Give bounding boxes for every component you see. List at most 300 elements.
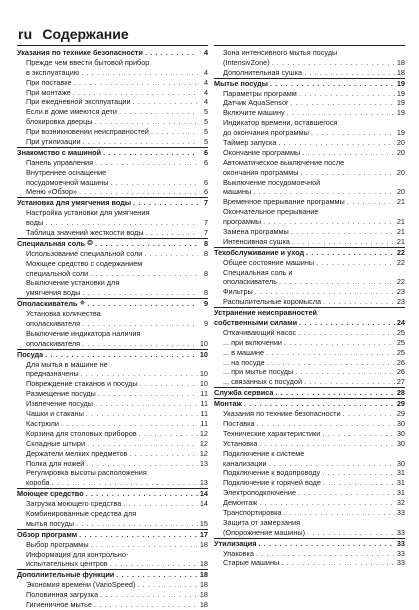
toc-entry-title: Интенсивная сушка (223, 236, 290, 246)
toc-entry[interactable] (17, 519, 208, 529)
dot-leader (269, 459, 395, 469)
toc-entry-title: Откачивающий насос (223, 327, 297, 337)
toc-entry-title: (Опорожнение машины) (223, 527, 306, 537)
toc-section-entry[interactable] (214, 318, 405, 328)
dot-leader (144, 249, 198, 259)
toc-entry-title: Упаковка (223, 548, 254, 558)
dot-leader (287, 108, 395, 118)
toc-entry[interactable] (17, 580, 208, 590)
dot-leader (298, 328, 395, 338)
toc-section-entry[interactable] (17, 569, 208, 580)
toc-entry-title: Защита от замерзания (223, 517, 301, 527)
toc-entry[interactable] (17, 478, 208, 488)
toc-entry[interactable] (17, 600, 208, 610)
toc-page-number: 14 (199, 499, 208, 509)
toc-page-number: 9 (203, 299, 208, 309)
toc-entry[interactable] (17, 259, 208, 269)
rinse-aid-icon: ✵ (79, 300, 86, 308)
toc-entry[interactable] (17, 419, 208, 429)
toc-entry[interactable] (214, 478, 405, 488)
toc-page-number: 22 (396, 257, 405, 267)
toc-entry[interactable] (214, 439, 405, 449)
toc-page-number: 18 (199, 570, 208, 580)
toc-entry[interactable] (214, 328, 405, 338)
toc-entry[interactable] (17, 168, 208, 178)
toc-entry-title: Датчик AquaSensor (223, 98, 289, 108)
dot-leader (130, 449, 198, 459)
toc-entry[interactable] (17, 409, 208, 419)
toc-page-number: 31 (396, 468, 405, 478)
dot-leader (82, 288, 198, 298)
toc-page-number: 19 (396, 108, 405, 118)
toc-entry-title: ополаскивателя (26, 319, 81, 329)
toc-entry-title: Подключение к системе (223, 448, 305, 458)
dot-leader (45, 350, 198, 360)
toc-section-entry[interactable] (17, 48, 208, 58)
toc-page-number: 13 (199, 458, 208, 468)
toc-entry[interactable] (17, 499, 208, 509)
toc-page-number: 8 (203, 238, 208, 248)
toc-entry[interactable] (214, 488, 405, 498)
toc-entry[interactable] (17, 88, 208, 98)
toc-entry[interactable] (214, 518, 405, 528)
toc-entry[interactable] (214, 148, 405, 158)
toc-entry-title: Замена программы (223, 227, 289, 237)
dot-leader (281, 558, 395, 568)
dot-leader (259, 539, 395, 549)
toc-column-left (17, 45, 208, 610)
toc-entry[interactable] (214, 268, 405, 278)
toc-entry[interactable] (17, 309, 208, 319)
toc-entry[interactable] (17, 399, 208, 409)
toc-entry-title: Размещение посуды (26, 389, 96, 399)
toc-page-number: 31 (396, 478, 405, 488)
toc-entry[interactable] (214, 558, 405, 568)
toc-entry[interactable] (214, 258, 405, 268)
toc-entry[interactable] (17, 379, 208, 389)
toc-entry-title: Моющее средство с содержанием (26, 258, 143, 268)
language-code: ru (18, 26, 33, 42)
dot-leader (272, 58, 395, 68)
toc-entry[interactable] (214, 217, 405, 227)
dot-leader (259, 498, 395, 508)
toc-page-number: 18 (199, 599, 208, 609)
toc-entry[interactable] (17, 319, 208, 329)
toc-page-number: 18 (199, 580, 208, 590)
dot-leader (267, 358, 395, 368)
toc-entry[interactable] (214, 419, 405, 429)
toc-section-entry[interactable] (214, 538, 405, 549)
toc-entry-title: Посуда (17, 349, 44, 359)
toc-entry[interactable] (17, 127, 208, 137)
toc-page-number: 4 (203, 97, 208, 107)
toc-entry-title: Утилизация (214, 538, 257, 548)
toc-entry-title: Указания по технике безопасности (223, 409, 341, 419)
dot-leader (79, 530, 198, 540)
toc-entry[interactable] (17, 288, 208, 298)
toc-entry[interactable] (17, 187, 208, 197)
toc-entry[interactable] (17, 269, 208, 279)
toc-entry-title: Экономия времени (VarioSpeed) (26, 580, 136, 590)
toc-entry[interactable] (214, 227, 405, 237)
page-header (18, 26, 129, 44)
toc-entry[interactable] (17, 249, 208, 259)
toc-entry-title: Использование специальной соли (26, 248, 143, 258)
dot-leader (111, 178, 198, 188)
toc-entry[interactable] (214, 158, 405, 168)
toc-entry[interactable] (214, 138, 405, 148)
toc-entry[interactable] (17, 370, 208, 380)
toc-entry-title: ... при мытье посуды (223, 367, 294, 377)
toc-section-entry[interactable] (214, 307, 405, 318)
toc-entry-title: Распылительные коромысла (223, 297, 322, 307)
toc-page-number: 4 (203, 67, 208, 77)
toc-page-number: 18 (396, 67, 405, 77)
toc-entry[interactable] (214, 128, 405, 138)
toc-entry[interactable] (214, 528, 405, 538)
dot-leader (322, 429, 395, 439)
toc-entry-title: Настройка установки для умягчения (26, 208, 150, 218)
toc-entry[interactable] (17, 550, 208, 560)
toc-entry-title: Панель управления (26, 157, 94, 167)
dot-leader (323, 478, 395, 488)
dot-leader (98, 389, 198, 399)
toc-section-entry[interactable] (17, 349, 208, 360)
toc-section-entry[interactable] (17, 147, 208, 158)
toc-entry-title: Складные штыри (26, 438, 86, 448)
toc-entry[interactable] (17, 178, 208, 188)
toc-entry[interactable] (214, 277, 405, 287)
toc-entry-title: ... на посуде (223, 357, 265, 367)
toc-page-number: 23 (396, 297, 405, 307)
dot-leader (94, 600, 198, 610)
toc-entry[interactable] (214, 168, 405, 178)
dot-leader (86, 409, 198, 419)
dot-leader (90, 269, 198, 279)
toc-page-number: 22 (396, 247, 405, 257)
toc-entry[interactable] (214, 187, 405, 197)
dot-leader (304, 68, 395, 78)
toc-page-number: 25 (396, 337, 405, 347)
toc-section-entry[interactable] (17, 298, 208, 309)
toc-entry[interactable] (214, 348, 405, 358)
dot-leader (133, 97, 198, 107)
dot-leader (52, 478, 198, 488)
dot-leader (299, 318, 395, 328)
toc-entry[interactable] (17, 58, 208, 68)
toc-entry-title: Половинная загрузка (26, 590, 99, 600)
toc-page-number: 15 (199, 518, 208, 528)
toc-entry-title: Мытье посуды (214, 78, 269, 88)
toc-section-entry[interactable] (17, 488, 208, 499)
toc-entry-title: Ополаскиватель (17, 299, 78, 309)
toc-entry-title: Демонтаж (223, 498, 258, 508)
toc-entry[interactable] (17, 228, 208, 238)
toc-entry[interactable] (17, 439, 208, 449)
toc-entry-title: Старые машины (223, 558, 280, 568)
toc-page-number: 4 (203, 87, 208, 97)
toc-entry[interactable] (214, 108, 405, 118)
toc-entry[interactable] (214, 468, 405, 478)
toc-page-number: 11 (200, 389, 208, 399)
dot-leader (298, 488, 395, 498)
toc-entry-title: Выключение установки для (26, 278, 120, 288)
toc-entry-title: Кастрюли (26, 418, 60, 428)
toc-page-number: 20 (396, 147, 405, 157)
toc-entry[interactable] (214, 48, 405, 58)
dot-leader (82, 319, 198, 329)
toc-page-number: 7 (203, 198, 208, 208)
toc-entry[interactable] (17, 329, 208, 339)
toc-entry-title: посудомоечной машины (26, 177, 109, 187)
toc-entry-title: окончания программы (223, 167, 299, 177)
toc-page-number: 5 (203, 137, 208, 146)
toc-section-entry[interactable] (214, 247, 405, 258)
toc-section-entry[interactable] (214, 387, 405, 398)
dot-leader (61, 419, 198, 429)
toc-entry-title: Установка для умягчения воды (17, 198, 132, 208)
toc-entry[interactable] (214, 338, 405, 348)
dot-leader (45, 218, 198, 228)
toc-page-number: 28 (396, 388, 405, 398)
toc-entry-title: Меню «Обзор» (26, 187, 77, 197)
toc-page-number: 25 (396, 347, 405, 357)
toc-page-number: 5 (203, 117, 208, 127)
toc-entry-title: Специальная соль и (223, 267, 293, 277)
dot-leader (292, 237, 395, 247)
dot-leader (263, 217, 395, 227)
toc-entry[interactable] (17, 117, 208, 127)
dot-leader (347, 197, 395, 207)
toc-entry[interactable] (214, 89, 405, 99)
toc-entry[interactable] (17, 389, 208, 399)
toc-entry-title: Комбинированные средства для (26, 508, 137, 518)
dot-leader (81, 68, 198, 78)
dot-leader (145, 48, 198, 58)
dot-leader (86, 489, 198, 499)
toc-section-entry[interactable] (214, 398, 405, 409)
dot-leader (299, 89, 395, 99)
dot-leader (110, 559, 198, 569)
toc-page-number: 12 (199, 428, 208, 438)
toc-page-number: 7 (203, 218, 208, 228)
dot-leader (279, 277, 395, 287)
toc-entry[interactable] (17, 360, 208, 370)
toc-entry[interactable] (214, 498, 405, 508)
toc-entry[interactable] (17, 559, 208, 569)
toc-entry[interactable] (17, 540, 208, 550)
toc-entry[interactable] (214, 508, 405, 518)
dot-leader (260, 439, 395, 449)
dot-leader (133, 198, 198, 208)
toc-entry[interactable] (17, 339, 208, 349)
dot-leader (116, 570, 198, 580)
toc-entry[interactable] (214, 377, 405, 387)
toc-entry-title: Транспортировка (223, 507, 282, 517)
dot-leader (323, 297, 395, 307)
dot-leader (86, 459, 198, 469)
toc-entry[interactable] (17, 278, 208, 288)
toc-section-entry[interactable] (17, 197, 208, 208)
toc-entry[interactable] (214, 449, 405, 459)
toc-entry[interactable] (17, 468, 208, 478)
dot-leader (302, 148, 395, 158)
toc-page-number: 7 (203, 228, 208, 238)
toc-page-number: 33 (396, 527, 405, 537)
toc-page-number: 20 (396, 187, 405, 197)
toc-entry[interactable] (214, 287, 405, 297)
toc-page-number: 6 (203, 187, 208, 197)
toc-page-number: 25 (396, 327, 405, 337)
toc-entry[interactable] (214, 207, 405, 217)
toc-page-number: 30 (396, 428, 405, 438)
toc-entry[interactable] (17, 459, 208, 469)
toc-page-number: 18 (199, 590, 208, 600)
toc-entry[interactable] (17, 449, 208, 459)
toc-entry[interactable] (17, 218, 208, 228)
toc-section-entry[interactable] (17, 238, 208, 249)
toc-entry-title: Для мытья в машине не (26, 359, 108, 369)
toc-entry-title: Чашки и стаканы (26, 409, 84, 419)
toc-page-number: 12 (199, 448, 208, 458)
toc-entry-title: машины (223, 187, 252, 197)
dot-leader (137, 580, 197, 590)
toc-entry-title: При ежедневной эксплуатации (26, 97, 131, 107)
toc-entry-title: Подключение к горячей воде (223, 478, 321, 488)
toc-entry-title: (IntensivZone) (223, 57, 270, 67)
toc-page-number: 32 (396, 498, 405, 508)
dot-leader (322, 468, 395, 478)
toc-entry-title: испытательных центров (26, 559, 108, 569)
toc-entry-title: Информация для контрольно- (26, 549, 129, 559)
toc-entry-title: Регулировка высоты расположения (26, 468, 147, 478)
salt-icon: ❂ (87, 239, 93, 247)
toc-entry-title: Технические характеристики (223, 428, 321, 438)
toc-entry[interactable] (214, 549, 405, 559)
toc-entry[interactable] (214, 68, 405, 78)
toc-entry-title: Временное прерывание программы (223, 197, 345, 207)
toc-entry[interactable] (17, 158, 208, 168)
toc-entry-title: Установка количества (26, 309, 101, 319)
toc-page-number: 9 (203, 319, 208, 329)
toc-page-number: 4 (203, 77, 208, 87)
toc-entry[interactable] (214, 178, 405, 188)
toc-entry[interactable] (214, 58, 405, 68)
toc-page-number: 8 (203, 288, 208, 298)
toc-entry-title: ... в машине (223, 347, 265, 357)
toc-entry[interactable] (17, 590, 208, 600)
toc-entry-title: При возникновении неисправностей (26, 127, 149, 137)
toc-entry[interactable] (214, 98, 405, 108)
toc-entry-title: канализации (223, 458, 267, 468)
dot-leader (316, 258, 395, 268)
toc-entry[interactable] (17, 137, 208, 147)
toc-page-number: 33 (396, 558, 405, 568)
toc-entry-title: Техобслуживание и уход (214, 247, 305, 257)
dot-leader (275, 388, 394, 398)
toc-entry[interactable] (214, 118, 405, 128)
toc-entry[interactable] (17, 68, 208, 78)
toc-page-number: 11 (200, 399, 208, 409)
dot-leader (87, 299, 198, 309)
dot-leader (95, 158, 198, 168)
toc-entry-title: Установка (223, 438, 258, 448)
toc-entry-title: Гигиеничное мытье (26, 599, 92, 609)
toc-entry-title: Внутреннее оснащение (26, 167, 107, 177)
toc-entry[interactable] (214, 197, 405, 207)
toc-page-number: 22 (396, 277, 405, 287)
toc-entry[interactable] (214, 429, 405, 439)
toc-page-number: 17 (199, 529, 208, 539)
toc-entry[interactable] (17, 97, 208, 107)
toc-entry[interactable] (17, 107, 208, 117)
toc-entry-title: собственными силами (214, 318, 298, 328)
toc-entry-title: Поставка (223, 418, 255, 428)
toc-entry-title: ... при включении (223, 337, 282, 347)
toc-entry-title: Дополнительные функции (17, 570, 115, 580)
toc-entry[interactable] (214, 297, 405, 307)
toc-entry-title: Зона интенсивного мытья посуды (223, 48, 338, 57)
toc-entry[interactable] (17, 208, 208, 218)
toc-page-number: 13 (199, 478, 208, 488)
dot-leader (82, 339, 198, 349)
toc-entry-title: Монтаж (214, 399, 242, 409)
dot-leader (301, 168, 395, 178)
dot-leader (91, 540, 198, 550)
dot-leader (311, 128, 395, 138)
toc-entry[interactable] (214, 409, 405, 419)
toc-section-entry[interactable] (214, 78, 405, 89)
toc-section-entry[interactable] (17, 529, 208, 540)
toc-entry-title: Выключение индикатора наличия (26, 328, 141, 338)
dot-leader (253, 187, 395, 197)
toc-entry-title: Окончание программы (223, 147, 301, 157)
toc-entry[interactable] (17, 78, 208, 88)
dot-leader (151, 127, 198, 137)
toc-entry-title: Моющее средство (17, 489, 84, 499)
toc-entry-title: специальной соли (26, 268, 89, 278)
dot-leader (103, 148, 198, 158)
toc-page-number: 18 (199, 539, 208, 549)
toc-page-number: 18 (199, 559, 208, 569)
toc-entry[interactable] (214, 237, 405, 247)
toc-page-number: 20 (396, 167, 405, 177)
toc-page-number: 11 (200, 418, 208, 428)
toc-entry[interactable] (17, 509, 208, 519)
toc-entry[interactable] (214, 358, 405, 368)
toc-entry[interactable] (17, 429, 208, 439)
toc-entry-title: Автоматическое выключение после (223, 157, 345, 167)
toc-page-number: 33 (396, 548, 405, 558)
toc-entry-title: воды (26, 218, 44, 228)
dot-leader (257, 419, 395, 429)
toc-entry-title: Обзор программ (17, 529, 78, 539)
toc-page-number: 29 (396, 399, 405, 409)
dot-leader (87, 439, 198, 449)
toc-page-number: 21 (396, 227, 405, 237)
dot-leader (284, 508, 395, 518)
toc-entry[interactable] (214, 368, 405, 378)
toc-entry-title: Извлечение посуды (26, 399, 93, 409)
dot-leader (139, 429, 198, 439)
dot-leader (73, 88, 198, 98)
toc-entry-title: Таймер запуска (223, 138, 277, 147)
toc-entry-title: короба (26, 478, 50, 488)
toc-page-number: 19 (396, 78, 405, 88)
toc-page-number: 8 (203, 268, 208, 278)
toc-entry[interactable] (214, 459, 405, 469)
dot-leader (270, 79, 395, 89)
